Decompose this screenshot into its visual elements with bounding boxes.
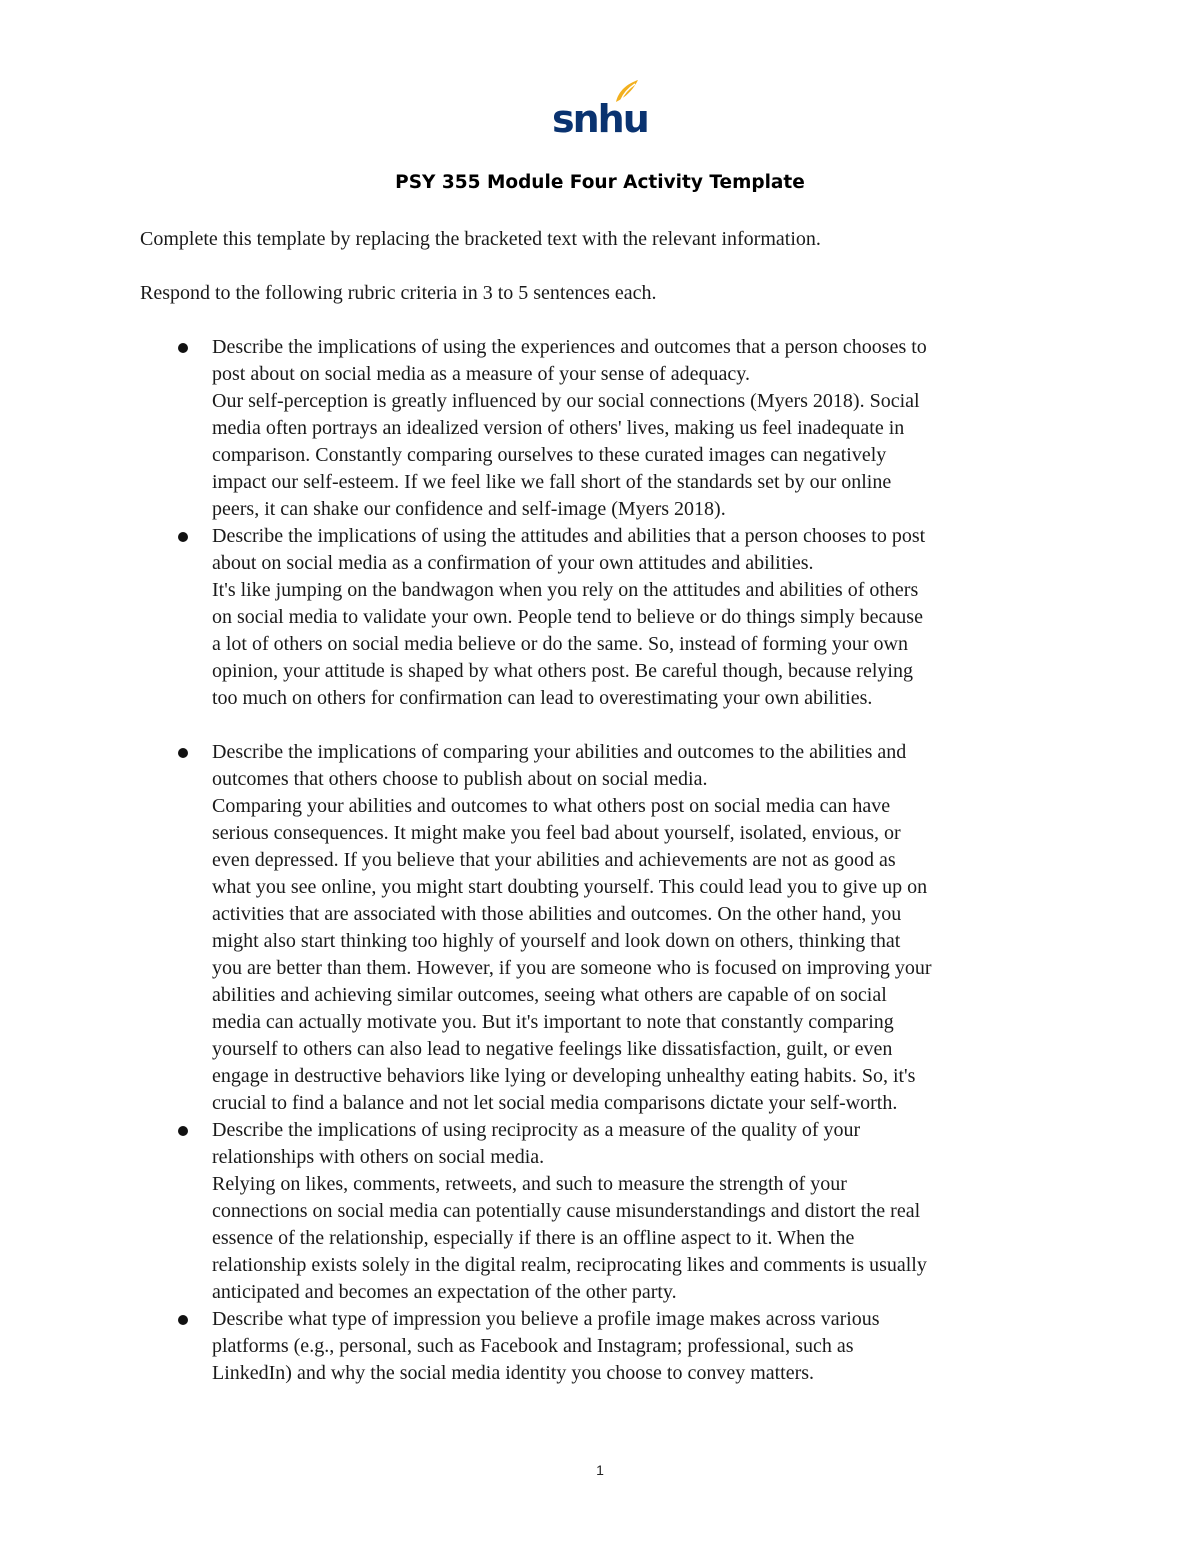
bullet-line: Describe the implications of comparing your abilities and outcomes to the abilities and <box>212 741 907 763</box>
bullet-line: abilities and achieving similar outcomes, seeing what others are capable of on social <box>212 984 887 1006</box>
bullet-line: post about on social media as a measure of your sense of adequacy. <box>212 363 750 385</box>
bullet-reciprocity <box>140 1117 1070 1306</box>
bullet-dot-icon <box>178 343 188 353</box>
bullet-line: media often portrays an idealized version of others' lives, making us feel inadequate in <box>212 417 905 439</box>
bullet-line: It's like jumping on the bandwagon when you rely on the attitudes and abilities of others <box>212 579 919 601</box>
bullet-line: media can actually motivate you. But it's important to note that constantly comparing <box>212 1011 894 1033</box>
rubric-bullet-list <box>140 334 1070 1387</box>
bullet-line: Describe the implications of using reciprocity as a measure of the quality of your <box>212 1119 861 1141</box>
instruction-paragraph: Respond to the following rubric criteria in 3 to 5 sentences each. <box>140 282 657 304</box>
bullet-line: comparison. Constantly comparing ourselves to these curated images can negatively <box>212 444 887 466</box>
blank-line <box>212 712 1070 739</box>
bullet-line: opinion, your attitude is shaped by what others post. Be careful though, because relying <box>212 660 913 682</box>
logo-wordmark: snhu <box>552 97 648 141</box>
bullet-line: peers, it can shake our confidence and self-image (Myers 2018). <box>212 498 726 520</box>
bullet-line: on social media to validate your own. People tend to believe or do things simply because <box>212 606 923 628</box>
bullet-line: Comparing your abilities and outcomes to what others post on social media can have <box>212 795 891 817</box>
instruction-paragraph: Complete this template by replacing the bracketed text with the relevant information. <box>140 228 821 250</box>
bullet-line: platforms (e.g., personal, such as Facebook and Instagram; professional, such as <box>212 1335 854 1357</box>
bullet-line: Our self-perception is greatly influenced by our social connections (Myers 2018). Social <box>212 390 920 412</box>
bullet-adequacy <box>140 334 1070 523</box>
bullet-line: outcomes that others choose to publish about on social media. <box>212 768 708 790</box>
document-title: PSY 355 Module Four Activity Template <box>395 172 805 193</box>
bullet-line: connections on social media can potentially cause misunderstandings and distort the real <box>212 1200 921 1222</box>
bullet-dot-icon <box>178 748 188 758</box>
bullet-line: Relying on likes, comments, retweets, and such to measure the strength of your <box>212 1173 847 1195</box>
bullet-line: about on social media as a confirmation of your own attitudes and abilities. <box>212 552 814 574</box>
bullet-line: Describe the implications of using the experiences and outcomes that a person chooses to <box>212 336 927 358</box>
bullet-line: activities that are associated with those abilities and outcomes. On the other hand, you <box>212 903 902 925</box>
bullet-dot-icon <box>178 1315 188 1325</box>
bullet-line: relationships with others on social media. <box>212 1146 545 1168</box>
bullet-line: anticipated and becomes an expectation of the other party. <box>212 1281 677 1303</box>
bullet-line: crucial to find a balance and not let social media comparisons dictate your self-worth. <box>212 1092 898 1114</box>
bullet-line: you are better than them. However, if you are someone who is focused on improving your <box>212 957 932 979</box>
bullet-line: too much on others for confirmation can lead to overestimating your own abilities. <box>212 687 873 709</box>
bullet-line: essence of the relationship, especially if there is an offline aspect to it. When the <box>212 1227 855 1249</box>
bullet-line: a lot of others on social media believe or do the same. So, instead of forming your own <box>212 633 908 655</box>
bullet-line: serious consequences. It might make you feel bad about yourself, isolated, envious, or <box>212 822 901 844</box>
bullet-line: LinkedIn) and why the social media identity you choose to convey matters. <box>212 1362 815 1384</box>
bullet-dot-icon <box>178 532 188 542</box>
page-number: 1 <box>596 1462 604 1478</box>
bullet-comparing <box>140 739 1070 1117</box>
bullet-line: Describe what type of impression you believe a profile image makes across various <box>212 1308 880 1330</box>
bullet-line: might also start thinking too highly of yourself and look down on others, thinking that <box>212 930 901 952</box>
bullet-line: impact our self-esteem. If we feel like we fall short of the standards set by our online <box>212 471 892 493</box>
bullet-dot-icon <box>178 1126 188 1136</box>
bullet-line: yourself to others can also lead to negative feelings like dissatisfaction, guilt, or even <box>212 1038 893 1060</box>
bullet-line: even depressed. If you believe that your abilities and achievements are not as good as <box>212 849 896 871</box>
bullet-line: engage in destructive behaviors like lying or developing unhealthy eating habits. So, it's <box>212 1065 916 1087</box>
bullet-attitudes <box>140 523 1070 739</box>
bullet-line: relationship exists solely in the digital realm, reciprocating likes and comments is usually <box>212 1254 927 1276</box>
bullet-line: Describe the implications of using the attitudes and abilities that a person chooses to post <box>212 525 926 547</box>
snhu-logo <box>552 78 648 141</box>
bullet-line: what you see online, you might start doubting yourself. This could lead you to give up on <box>212 876 928 898</box>
bullet-profile-image <box>140 1306 1070 1387</box>
